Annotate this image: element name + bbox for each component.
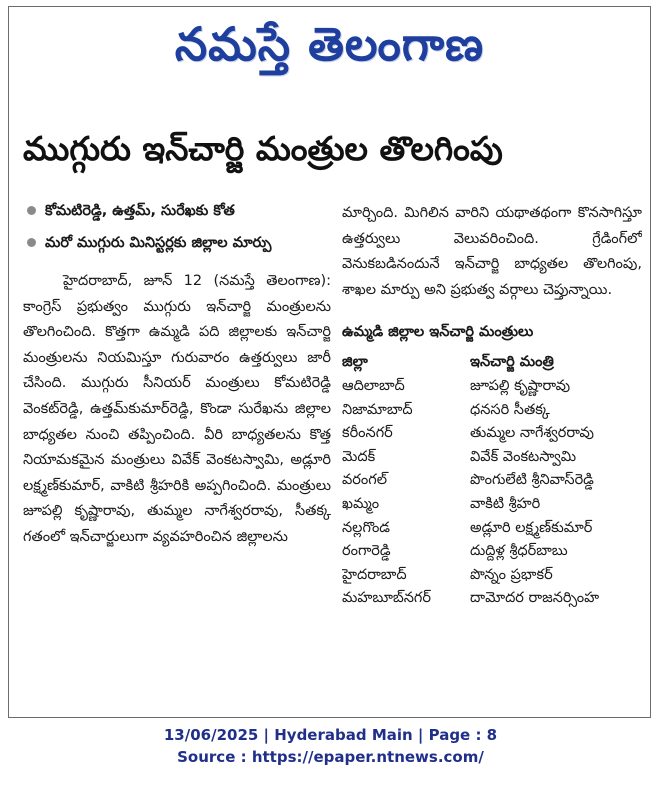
article-body-right: మార్చింది. మిగిలిన వారిని యథాతథంగా కొనసాగిస్తూ ఉత్తర్వులు వెలువరించింది. గ్రేడింగ్‌లో వెనుకబడినందునే ఇన్‌చార్జి బాధ్యతల తొలగింపు, శాఖల మార్పు అని ప్రభుత్వ వర్గాలు చెప్తున్నాయి. — [342, 205, 642, 298]
table-row — [342, 587, 642, 611]
district-cell: వరంగల్‌ — [342, 472, 387, 489]
minister-cell: వివేక్‌ వెంకటస్వామి — [470, 448, 577, 465]
incharge-ministers-table — [342, 351, 642, 611]
article-headline: ముగ్గురు ఇన్‌చార్జి మంత్రుల తొలగింపు — [23, 129, 503, 168]
minister-cell: వాకిటి శ్రీహరి — [470, 495, 541, 512]
table-row — [342, 399, 642, 423]
left-column — [23, 197, 331, 551]
table-header-row — [342, 351, 642, 375]
bullet-text: కోమటిరెడ్డి, ఉత్తమ్‌, సురేఖకు కోత — [45, 203, 235, 219]
district-cell: రంగారెడ్డి — [342, 543, 391, 560]
bullet-dot-icon — [27, 206, 36, 215]
district-cell: కరీంనగర్‌ — [342, 425, 393, 442]
newspaper-clipping — [8, 6, 651, 718]
column-header-minister: ఇన్‌చార్జి మంత్రి — [470, 354, 554, 371]
bullet-item — [23, 229, 331, 257]
district-cell: ఖమ్మం — [342, 495, 380, 512]
table-row — [342, 469, 642, 493]
table-row — [342, 564, 642, 588]
masthead-logo: నమస్తే తెలంగాణ — [174, 17, 485, 71]
minister-cell: దామోదర రాజనర్సింహ — [470, 590, 600, 607]
table-row — [342, 517, 642, 541]
district-cell: ఆదిలాబాద్‌ — [342, 377, 405, 394]
minister-cell: అడ్లూరి లక్ష్మణ్‌కుమార్‌ — [470, 519, 593, 536]
bullet-text: మరో ముగ్గురు మినిస్టర్లకు జిల్లాల మార్పు — [45, 235, 272, 251]
minister-cell: పొంగులేటి శ్రీనివాస్‌రెడ్డి — [470, 472, 594, 489]
source-link[interactable]: Source : https://epaper.ntnews.com/ — [177, 748, 484, 766]
district-cell: నిజామాబాద్‌ — [342, 401, 413, 418]
highlight-bullets — [23, 197, 331, 257]
table-title: ఉమ్మడి జిల్లాల ఇన్‌చార్జి మంత్రులు — [342, 324, 534, 341]
edition-info: 13/06/2025 | Hyderabad Main | Page : 8 — [163, 726, 498, 744]
minister-cell: ధనసరి సీతక్క — [470, 401, 550, 418]
district-cell: నల్లగొండ — [342, 519, 391, 536]
bullet-dot-icon — [27, 238, 36, 247]
minister-cell: జూపల్లి కృష్ణారావు — [470, 377, 571, 394]
table-row — [342, 375, 642, 399]
table-row — [342, 446, 642, 470]
bullet-item — [23, 197, 331, 225]
table-row — [342, 540, 642, 564]
table-row — [342, 422, 642, 446]
article-body-left: హైదరాబాద్‌, జూన్‌ 12 (నమస్తే తెలంగాణ): కాంగ్రెస్‌ ప్రభుత్వం ముగ్గురు ఇన్‌చార్జి మంత్రులను తొలగించింది. కొత్తగా ఉమ్మడి పది జిల్లాలకు ఇన్‌చార్జి మంత్రులను నియమిస్తూ గురువారం ఉత్తర్వులు జారీ చేసింది. ముగ్గురు సీనియర్‌ మంత్రులు కోమటిరెడ్డి వెంకట్‌రెడ్డి, ఉత్తమ్‌కుమార్‌రెడ్డి, కొండా సురేఖను జిల్లాల బాధ్యతల నుంచి తప్పించింది. వీరి బాధ్యతలను కొత్త నియామకమైన మంత్రులు వివేక్‌ వెంకటస్వామి, అడ్లూరి లక్ష్మణ్‌కుమార్‌, వాకిటి శ్రీహరికి అప్పగించింది. మంత్రులు జూపల్లి కృష్ణారావు, తుమ్మల నాగేశ్వరరావు, సీతక్క గతంలో ఇన్‌చార్జులుగా వ్యవహరించిన జిల్లాలను — [23, 273, 331, 545]
minister-cell: దుద్దిళ్ల శ్రీధర్‌బాబు — [470, 543, 568, 560]
minister-cell: పొన్నం ప్రభాకర్‌ — [470, 566, 553, 583]
district-cell: మెదక్‌ — [342, 448, 376, 465]
table-row — [342, 493, 642, 517]
district-cell: హైదరాబాద్‌ — [342, 566, 407, 583]
minister-cell: తుమ్మల నాగేశ్వరరావు — [470, 425, 594, 442]
district-cell: మహబూబ్‌నగర్‌ — [342, 590, 431, 607]
right-column — [342, 197, 642, 611]
column-header-district: జిల్లా — [342, 354, 368, 371]
source-footer — [0, 724, 661, 768]
